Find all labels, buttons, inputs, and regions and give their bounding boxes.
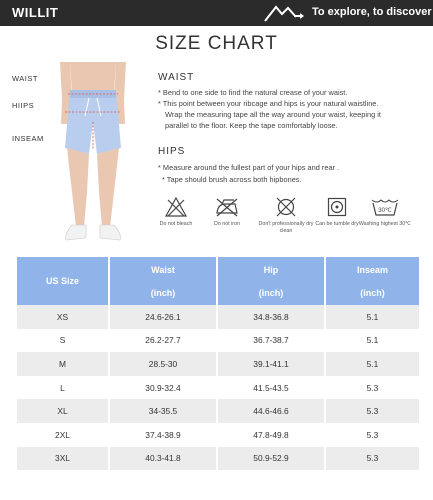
wash-temp: 30℃ <box>378 208 392 214</box>
inseam-cell: 5.3 <box>325 399 419 423</box>
table-row <box>17 447 419 471</box>
wash-30-icon <box>370 197 400 217</box>
column-header <box>217 257 325 305</box>
hip-cell: 50.9-52.9 <box>217 447 325 471</box>
hip-cell: 34.8-36.8 <box>217 305 325 329</box>
waist-cell: 40.3-41.8 <box>109 447 217 471</box>
care-label: Do not iron <box>214 221 240 227</box>
column-header-label: Inseam <box>356 264 389 275</box>
care-label: Don't professionally dry clean <box>258 221 314 234</box>
care-label: Can be tumble dry <box>315 221 359 227</box>
waist-cell: 30.9-32.4 <box>109 376 217 400</box>
care-item <box>357 197 413 228</box>
table-row <box>17 305 419 329</box>
column-header-unit: (inch) <box>360 287 385 298</box>
hip-cell: 39.1-41.1 <box>217 352 325 376</box>
table-row <box>17 352 419 376</box>
waist-cell: 28.5-30 <box>109 352 217 376</box>
column-header-label: US Size <box>45 276 79 286</box>
care-item <box>199 197 255 228</box>
brand-header-bar <box>0 0 433 26</box>
brand-tagline: To explore, to discover <box>312 6 432 18</box>
care-item <box>258 197 314 235</box>
size-cell: M <box>17 352 109 376</box>
size-cell: S <box>17 329 109 353</box>
waist-heading: WAIST <box>158 72 195 83</box>
column-header-unit: (inch) <box>258 287 284 298</box>
no-dry-clean-icon <box>275 197 297 217</box>
care-label: Do not bleach <box>159 221 193 227</box>
column-header <box>109 257 217 305</box>
waist-instruction: * This point between your ribcage and hips is your natural waistline. <box>158 99 379 108</box>
hip-cell: 36.7-38.7 <box>217 329 325 353</box>
column-header <box>325 257 419 305</box>
tumble-dry-icon <box>327 197 347 217</box>
hip-cell: 41.5-43.5 <box>217 376 325 400</box>
size-cell: XS <box>17 305 109 329</box>
size-cell: XL <box>17 399 109 423</box>
model-wearing-shorts <box>48 62 138 252</box>
page-title: SIZE CHART <box>155 33 278 54</box>
measure-label-hips: HIIPS <box>12 101 35 110</box>
inseam-cell: 5.1 <box>325 352 419 376</box>
waist-instruction: Wrap the measuring tape all the way around your waist, keeping it <box>165 110 381 119</box>
inseam-cell: 5.3 <box>366 382 379 393</box>
inseam-cell: 5.3 <box>325 447 419 471</box>
inseam-cell: 5.1 <box>325 305 419 329</box>
brand-name: WILLIT <box>12 5 59 20</box>
hips-instruction: * Tape should brush across both hipbones. <box>162 175 302 184</box>
inseam-cell: 5.1 <box>366 335 379 346</box>
hip-cell: 47.8-49.8 <box>217 423 325 447</box>
waist-cell: 26.2-27.7 <box>109 329 217 353</box>
size-cell: 2XL <box>17 423 109 447</box>
hip-cell: 44.6-46.6 <box>217 399 325 423</box>
care-item <box>148 197 204 228</box>
size-cell: 3XL <box>17 447 109 471</box>
no-bleach-icon <box>165 197 187 217</box>
waist-instruction: parallel to the floor. Keep the tape comfortably loose. <box>165 121 338 130</box>
no-iron-icon <box>214 197 240 217</box>
measure-label-inseam: INSEAM <box>12 134 44 143</box>
care-label: Washing highest 30℃ <box>358 221 412 227</box>
column-header <box>17 257 109 305</box>
column-header-unit: (inch) <box>150 287 176 298</box>
size-cell: L <box>17 376 109 400</box>
waist-instruction: * Bend to one side to find the natural crease of your waist. <box>158 88 348 97</box>
table-row <box>17 423 419 447</box>
hips-instruction: * Measure around the fullest part of your hips and rear . <box>158 163 340 172</box>
measure-label-waist: WAIST <box>12 74 38 83</box>
inseam-cell: 5.3 <box>366 429 379 440</box>
table-row <box>17 376 419 400</box>
hips-heading: HIPS <box>158 146 186 157</box>
waist-cell: 24.6-26.1 <box>109 305 217 329</box>
waist-cell: 37.4-38.9 <box>109 423 217 447</box>
column-header-label: Waist <box>151 264 175 275</box>
table-row <box>17 399 419 423</box>
size-chart-table <box>17 257 419 470</box>
mountain-icon <box>264 3 304 23</box>
table-header-row <box>17 257 419 305</box>
waist-cell: 34-35.5 <box>109 399 217 423</box>
column-header-label: Hip <box>263 264 279 275</box>
table-row <box>17 329 419 353</box>
